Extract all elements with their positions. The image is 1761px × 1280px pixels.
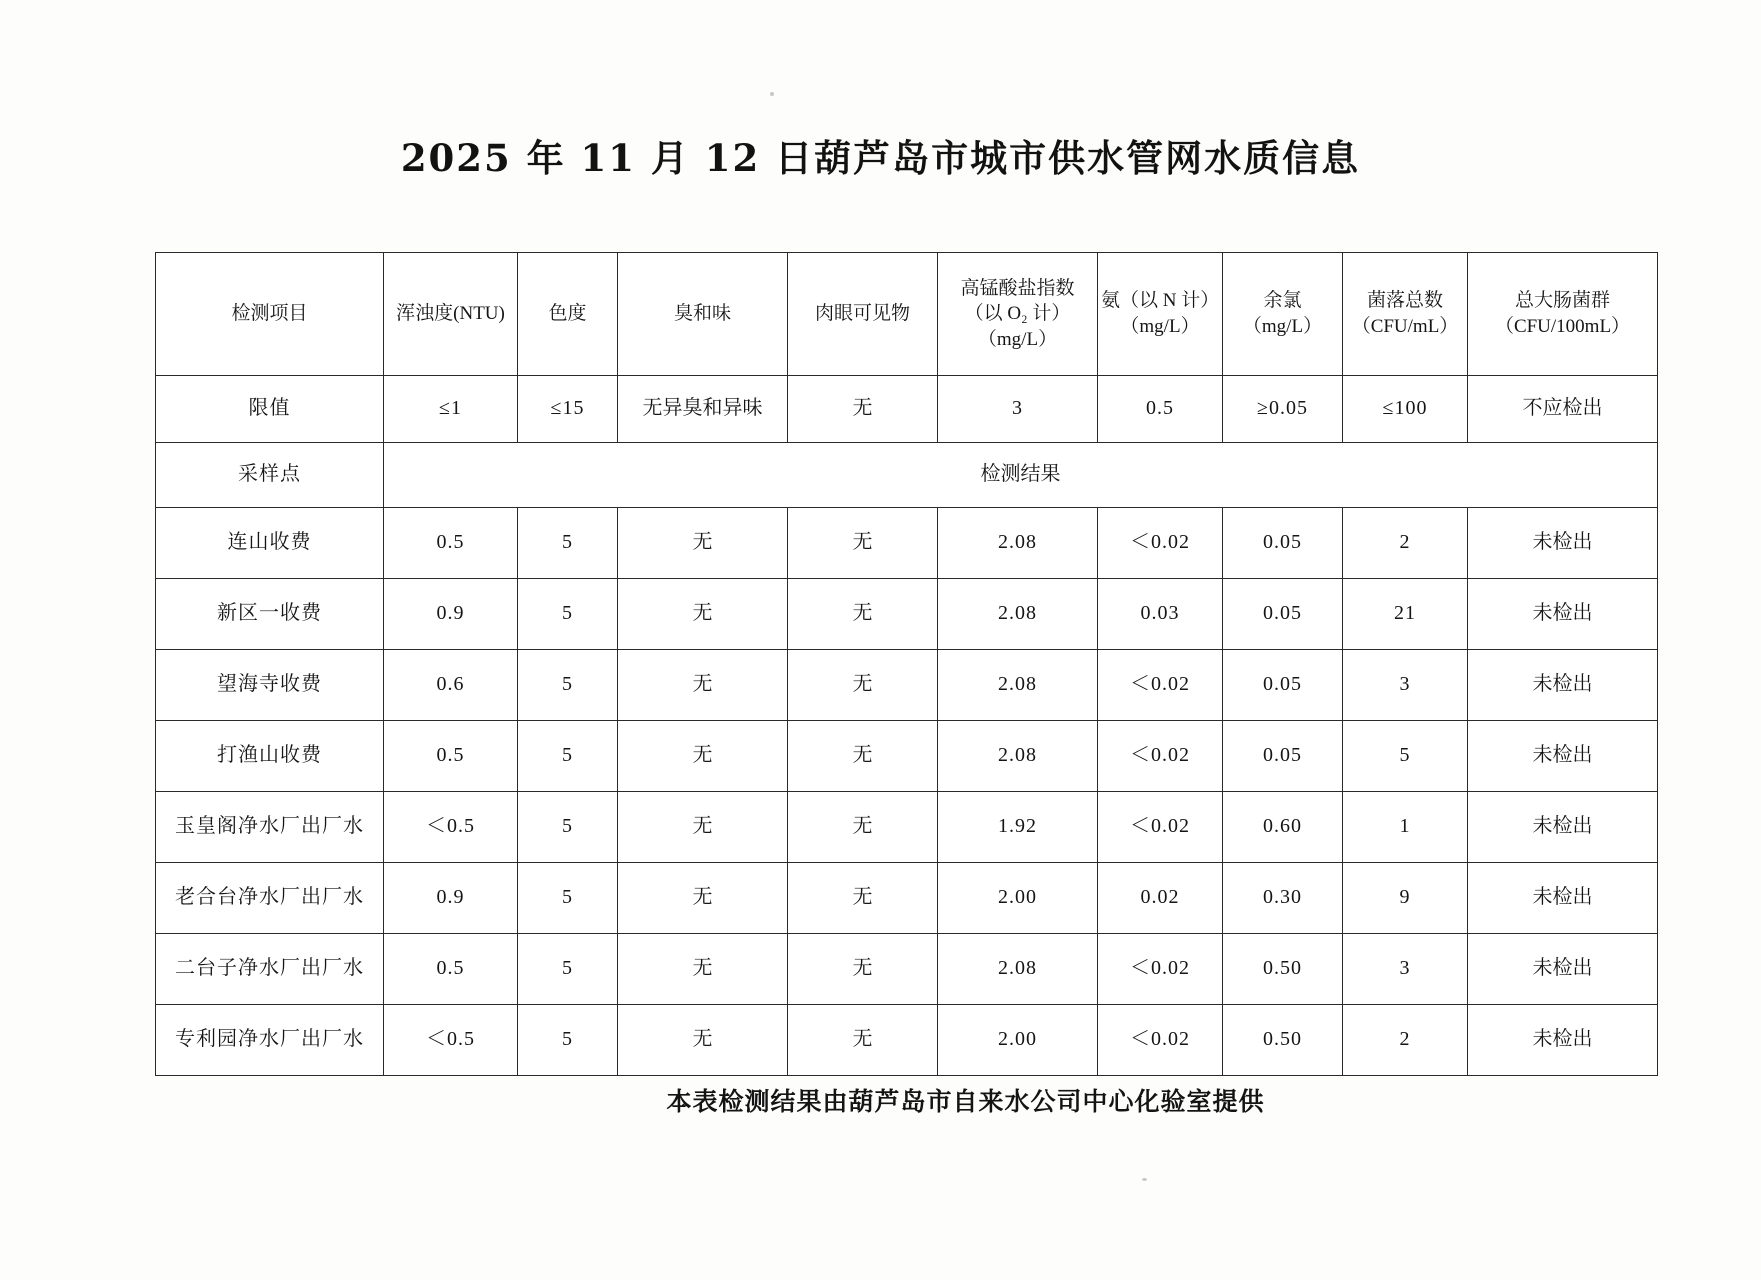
- cell-permanganate-index: 2.08: [938, 934, 1098, 1005]
- cell-permanganate-index: 1.92: [938, 792, 1098, 863]
- header-line-1: 余氯: [1263, 290, 1302, 312]
- test-result-label: 检测结果: [384, 443, 1658, 508]
- scan-speck: [1142, 1178, 1147, 1181]
- column-header-total-coliform: [1468, 253, 1658, 376]
- header-line-1: 总大肠菌群: [1514, 290, 1610, 312]
- column-header-residual-chlorine: [1223, 253, 1343, 376]
- header-line-1: 氨（以 N 计）: [1101, 290, 1220, 312]
- cell-total-coliform: 未检出: [1468, 721, 1658, 792]
- cell-total-coliform: 未检出: [1468, 934, 1658, 1005]
- header-line-1: 臭和味: [673, 303, 731, 325]
- cell-chroma: 5: [518, 721, 618, 792]
- cell-visible-matter: 无: [788, 1005, 938, 1076]
- header-line-2: （mg/L）: [1242, 316, 1323, 337]
- column-header-visible-matter: [788, 253, 938, 376]
- column-header-turbidity: [384, 253, 518, 376]
- header-line-1: 色度: [548, 303, 587, 325]
- row-site-name: 老合台净水厂出厂水: [156, 863, 384, 934]
- cell-turbidity: 0.9: [384, 579, 518, 650]
- cell-odor-taste: 无: [618, 508, 788, 579]
- cell-residual-chlorine: 0.05: [1223, 579, 1343, 650]
- cell-permanganate-index: 2.08: [938, 721, 1098, 792]
- row-site-name: 新区一收费: [156, 579, 384, 650]
- row-site-name: 专利园净水厂出厂水: [156, 1005, 384, 1076]
- cell-odor-taste: 无: [618, 792, 788, 863]
- header-line-1: 菌落总数: [1366, 290, 1443, 312]
- column-header-colony-count: [1343, 253, 1468, 376]
- cell-colony-count: 21: [1343, 579, 1468, 650]
- table-row: [156, 650, 1658, 721]
- cell-turbidity: 0.5: [384, 508, 518, 579]
- table-row: [156, 1005, 1658, 1076]
- cell-odor-taste: 无: [618, 650, 788, 721]
- header-line-2: （CFU/100mL）: [1494, 316, 1631, 337]
- header-line-1: 肉眼可见物: [814, 303, 910, 325]
- cell-turbidity: 0.9: [384, 863, 518, 934]
- limit-value: ≥0.05: [1223, 376, 1343, 443]
- cell-colony-count: 3: [1343, 934, 1468, 1005]
- cell-permanganate-index: 2.08: [938, 650, 1098, 721]
- cell-odor-taste: 无: [618, 863, 788, 934]
- row-site-name: 打渔山收费: [156, 721, 384, 792]
- cell-residual-chlorine: 0.60: [1223, 792, 1343, 863]
- header-line-1: 检测项目: [231, 303, 308, 325]
- cell-ammonia: ＜0.02: [1098, 721, 1223, 792]
- cell-odor-taste: 无: [618, 579, 788, 650]
- cell-chroma: 5: [518, 508, 618, 579]
- cell-odor-taste: 无: [618, 1005, 788, 1076]
- cell-visible-matter: 无: [788, 721, 938, 792]
- table-row: [156, 863, 1658, 934]
- cell-total-coliform: 未检出: [1468, 1005, 1658, 1076]
- cell-colony-count: 2: [1343, 1005, 1468, 1076]
- cell-colony-count: 9: [1343, 863, 1468, 934]
- table-row: [156, 792, 1658, 863]
- cell-residual-chlorine: 0.30: [1223, 863, 1343, 934]
- table-header-row: [156, 253, 1658, 376]
- cell-residual-chlorine: 0.05: [1223, 650, 1343, 721]
- cell-chroma: 5: [518, 579, 618, 650]
- cell-permanganate-index: 2.00: [938, 863, 1098, 934]
- cell-ammonia: ＜0.02: [1098, 1005, 1223, 1076]
- cell-total-coliform: 未检出: [1468, 579, 1658, 650]
- cell-residual-chlorine: 0.50: [1223, 1005, 1343, 1076]
- limit-value: ≤100: [1343, 376, 1468, 443]
- cell-residual-chlorine: 0.05: [1223, 508, 1343, 579]
- column-header-item: [156, 253, 384, 376]
- sampling-point-label: 采样点: [156, 443, 384, 508]
- column-header-odor-taste: [618, 253, 788, 376]
- cell-turbidity: ＜0.5: [384, 1005, 518, 1076]
- limit-value: 3: [938, 376, 1098, 443]
- row-site-name: 连山收费: [156, 508, 384, 579]
- cell-residual-chlorine: 0.50: [1223, 934, 1343, 1005]
- cell-colony-count: 5: [1343, 721, 1468, 792]
- water-quality-table-wrapper: [155, 252, 1631, 1076]
- cell-permanganate-index: 2.08: [938, 579, 1098, 650]
- cell-ammonia: 0.03: [1098, 579, 1223, 650]
- cell-permanganate-index: 2.00: [938, 1005, 1098, 1076]
- cell-total-coliform: 未检出: [1468, 863, 1658, 934]
- cell-turbidity: ＜0.5: [384, 792, 518, 863]
- scan-speck: [770, 92, 774, 96]
- cell-ammonia: ＜0.02: [1098, 792, 1223, 863]
- cell-turbidity: 0.5: [384, 721, 518, 792]
- cell-chroma: 5: [518, 934, 618, 1005]
- limit-row-label: 限值: [156, 376, 384, 443]
- table-row: [156, 934, 1658, 1005]
- header-line-1: 高锰酸盐指数: [960, 277, 1075, 299]
- row-site-name: 望海寺收费: [156, 650, 384, 721]
- cell-ammonia: 0.02: [1098, 863, 1223, 934]
- table-row: [156, 721, 1658, 792]
- footer-note: 本表检测结果由葫芦岛市自来水公司中心化验室提供: [666, 1087, 1265, 1116]
- cell-visible-matter: 无: [788, 792, 938, 863]
- cell-ammonia: ＜0.02: [1098, 650, 1223, 721]
- limit-value: 不应检出: [1468, 376, 1658, 443]
- limit-value: 无异臭和异味: [618, 376, 788, 443]
- header-line-3: （mg/L）: [977, 328, 1058, 350]
- column-header-ammonia: [1098, 253, 1223, 376]
- limit-row: [156, 376, 1658, 443]
- cell-total-coliform: 未检出: [1468, 792, 1658, 863]
- limit-value: 无: [788, 376, 938, 443]
- table-row: [156, 579, 1658, 650]
- cell-visible-matter: 无: [788, 579, 938, 650]
- cell-visible-matter: 无: [788, 650, 938, 721]
- cell-colony-count: 2: [1343, 508, 1468, 579]
- cell-permanganate-index: 2.08: [938, 508, 1098, 579]
- water-quality-table: [155, 252, 1658, 1076]
- cell-ammonia: ＜0.02: [1098, 934, 1223, 1005]
- header-line-2: （mg/L）: [1120, 316, 1200, 337]
- header-line-1: 浑浊度(NTU): [396, 303, 505, 325]
- cell-visible-matter: 无: [788, 508, 938, 579]
- cell-total-coliform: 未检出: [1468, 508, 1658, 579]
- cell-odor-taste: 无: [618, 721, 788, 792]
- cell-chroma: 5: [518, 792, 618, 863]
- limit-value: ≤1: [384, 376, 518, 443]
- cell-ammonia: ＜0.02: [1098, 508, 1223, 579]
- cell-turbidity: 0.6: [384, 650, 518, 721]
- cell-colony-count: 3: [1343, 650, 1468, 721]
- cell-residual-chlorine: 0.05: [1223, 721, 1343, 792]
- header-line-2: （CFU/mL）: [1351, 316, 1459, 337]
- limit-value: 0.5: [1098, 376, 1223, 443]
- column-header-permanganate-index: [938, 253, 1098, 376]
- cell-colony-count: 1: [1343, 792, 1468, 863]
- column-header-chroma: [518, 253, 618, 376]
- cell-chroma: 5: [518, 650, 618, 721]
- header-line-2: （以 O₂ 计）: [964, 303, 1071, 325]
- cell-visible-matter: 无: [788, 934, 938, 1005]
- cell-turbidity: 0.5: [384, 934, 518, 1005]
- table-row: [156, 508, 1658, 579]
- page-title: 2025 年 11 月 12 日葫芦岛市城市供水管网水质信息: [400, 136, 1361, 180]
- cell-total-coliform: 未检出: [1468, 650, 1658, 721]
- row-site-name: 玉皇阁净水厂出厂水: [156, 792, 384, 863]
- cell-odor-taste: 无: [618, 934, 788, 1005]
- cell-chroma: 5: [518, 863, 618, 934]
- row-site-name: 二台子净水厂出厂水: [156, 934, 384, 1005]
- cell-visible-matter: 无: [788, 863, 938, 934]
- limit-value: ≤15: [518, 376, 618, 443]
- section-row: [156, 443, 1658, 508]
- cell-chroma: 5: [518, 1005, 618, 1076]
